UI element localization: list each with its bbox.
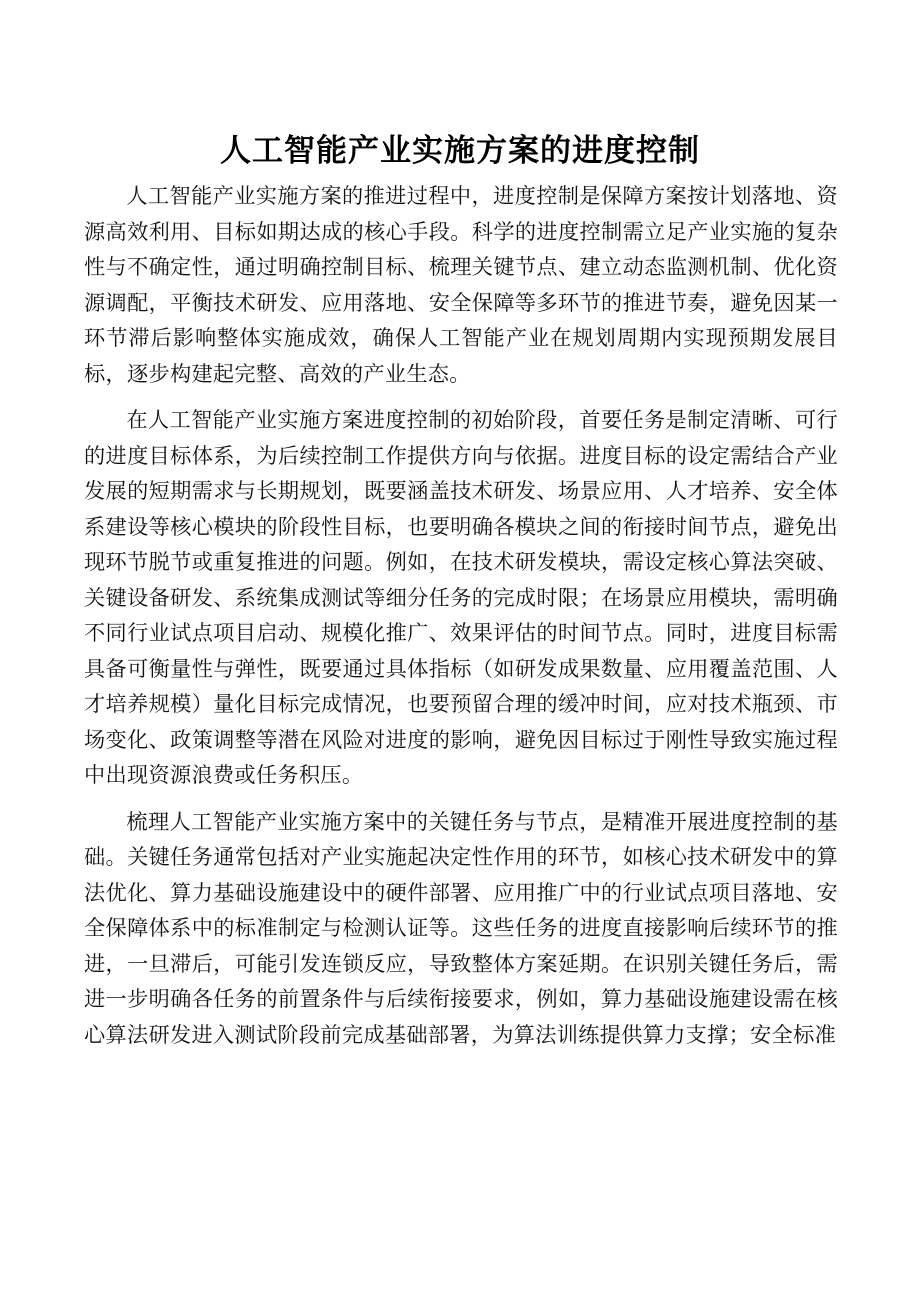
paragraph-key-tasks: 梳理人工智能产业实施方案中的关键任务与节点，是精准开展进度控制的基础。关键任务通常包括对产业实施起决定性作用的环节，如核心技术研发中的算法优化、算力基础设施建设中的硬件部署、应用推广中的行业试点项目落地、安全保障体系中的标准制定与检测认证等。这些任务的进度直接影响后续环节的推进，一旦滞后，可能引发连锁反应，导致整体方案延期。在识别关键任务后，需进一步明确各任务的前置条件与后续衔接要求，例如，算力基础设施建设需在核心算法研发进入测试阶段前完成基础部署，为算法训练提供算力支撑；安全标准 (84, 808, 838, 1047)
document-body (84, 178, 838, 1063)
document-title: 人工智能产业实施方案的进度控制 (220, 133, 700, 169)
paragraph-intro: 人工智能产业实施方案的推进过程中，进度控制是保障方案按计划落地、资源高效利用、目标如期达成的核心手段。科学的进度控制需立足产业实施的复杂性与不确定性，通过明确控制目标、梳理关键节点、建立动态监测机制、优化资源调配，平衡技术研发、应用落地、安全保障等多环节的推进节奏，避免因某一环节滞后影响整体实施成效，确保人工智能产业在规划周期内实现预期发展目标，逐步构建起完整、高效的产业生态。 (84, 183, 838, 386)
paragraph-progress-goals: 在人工智能产业实施方案进度控制的初始阶段，首要任务是制定清晰、可行的进度目标体系，为后续控制工作提供方向与依据。进度目标的设定需结合产业发展的短期需求与长期规划，既要涵盖技术研发、场景应用、人才培养、安全体系建设等核心模块的阶段性目标，也要明确各模块之间的衔接时间节点，避免出现环节脱节或重复推进的问题。例如，在技术研发模块，需设定核心算法突破、关键设备研发、系统集成测试等细分任务的完成时限；在场景应用模块，需明确不同行业试点项目启动、规模化推广、效果评估的时间节点。同时，进度目标需具备可衡量性与弹性，既要通过具体指标（如研发成果数量、应用覆盖范围、人才培养规模）量化目标完成情况，也要预留合理的缓冲时间，应对技术瓶颈、市场变化、政策调整等潜在风险对进度的影响，避免因目标过于刚性导致实施过程中出现资源浪费或任务积压。 (84, 407, 838, 787)
